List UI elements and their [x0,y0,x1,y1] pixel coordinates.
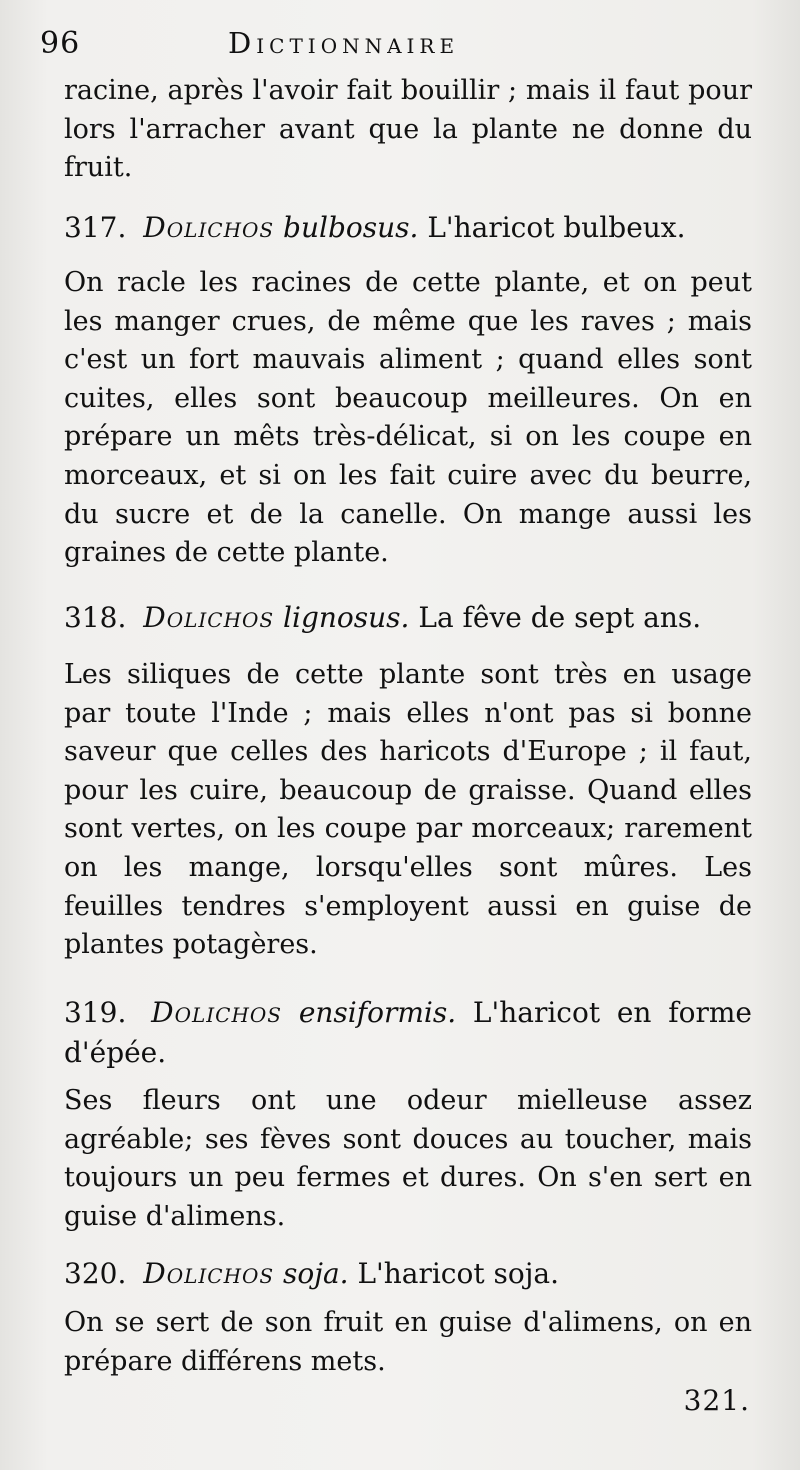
entry-heading [64,598,752,638]
entry-317 [64,208,752,248]
entry-320 [64,1254,752,1294]
entry-body: Les siliques de cette plante sont très en usage par toute l'Inde ; mais elles n'ont pas si bonne saveur que celles des haricots d'Europe ; il faut, pour les cuire, beaucoup de graisse. Quand elles sont vertes, on les coupe par morceaux; rarement on les mange, lorsqu'elles sont mûres. Les feuilles tendres s'employent aussi en guise de plantes potagères. [64,659,752,961]
entry-number: 318. [64,601,127,634]
entry-318 [64,598,752,638]
entry-body: On racle les racines de cette plante, et on peut les manger crues, de même que les raves ; mais c'est un fort mauvais aliment ; quand elles sont cuites, elles sont beaucoup meilleures. On en prépare un mêts très-délicat, si on les coupe en morceaux, et si on les fait cuire avec du beurre, du sucre et de la canelle. On mange aussi les graines de cette plante. [64,267,752,569]
entry-body: Ses fleurs ont une odeur mielleuse assez agréable; ses fèves sont douces au toucher, mais toujours un peu fermes et dures. On s'en sert en guise d'alimens. [64,1085,752,1232]
entry-318-body [64,656,752,965]
entry-number: 319. [64,996,127,1029]
entry-common-name: L'haricot soja. [357,1257,560,1290]
entry-body: On se sert de son fruit en guise d'alimens, on en prépare différens mets. [64,1307,752,1377]
entry-genus: Dolichos [143,1257,275,1290]
catchword: 321. [683,1384,750,1417]
entry-genus: Dolichos [143,601,275,634]
entry-320-body [64,1304,752,1381]
continuation-paragraph: racine, après l'avoir fait bouillir ; mais il faut pour lors l'arracher avant que la plante ne donne du fruit. [64,75,752,184]
page-number: 96 [40,26,81,61]
entry-genus: Dolichos [143,211,275,244]
entry-319-body [64,1082,752,1236]
entry-genus: Dolichos [151,996,283,1029]
entry-species: lignosus. [283,601,410,634]
entry-common-name: L'haricot en forme d'épée. [64,996,752,1070]
entry-common-name: La fêve de sept ans. [418,601,702,634]
entry-319 [64,993,752,1073]
text-block-continuation [64,72,752,188]
running-title: Dictionnaire [228,26,460,60]
entry-317-body [64,264,752,573]
entry-common-name: L'haricot bulbeux. [427,211,686,244]
entry-species: soja. [283,1257,349,1290]
entry-number: 320. [64,1257,127,1290]
entry-heading [64,993,752,1073]
entry-heading [64,1254,752,1294]
entry-species: bulbosus. [283,211,419,244]
entry-species: ensiformis. [298,996,457,1029]
entry-number: 317. [64,211,127,244]
entry-heading [64,208,752,248]
page-header [40,26,780,66]
